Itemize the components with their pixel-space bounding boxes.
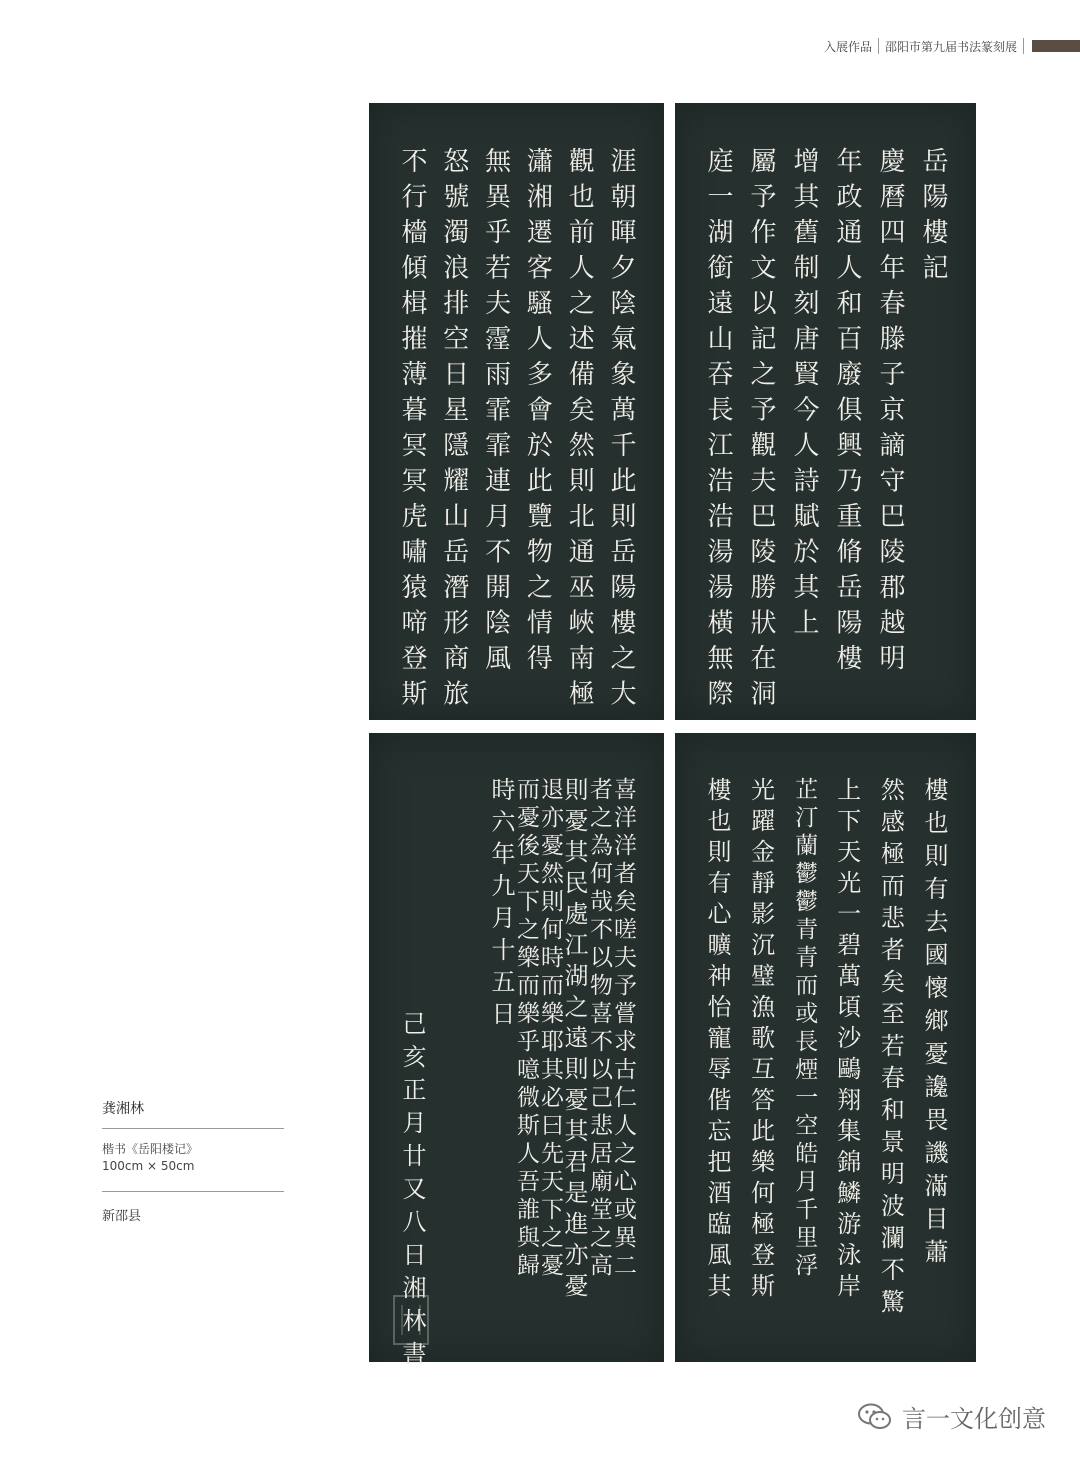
calligraphy-panel-3 xyxy=(675,733,976,1362)
panel-columns xyxy=(675,733,976,1362)
calligraphy-column: 樓也則有去國懷鄉憂讒畏譏滿目蕭 xyxy=(919,777,948,1272)
work-size: 100cm × 50cm xyxy=(102,1159,195,1173)
calligraphy-column: 不行檣傾楫摧薄暮冥冥虎嘯猿啼登斯 xyxy=(397,147,427,715)
calligraphy-panel-1 xyxy=(675,103,976,720)
calligraphy-column: 庭一湖銜遠山吞長江浩浩湯湯橫無際 xyxy=(703,147,733,715)
calligraphy-column: 芷汀蘭鬱鬱青青而或長煙一空皓月千里浮 xyxy=(791,777,818,1281)
artist-seal xyxy=(393,1295,429,1345)
calligraphy-column: 年政通人和百廢俱興乃重脩岳陽樓 xyxy=(832,147,862,680)
watermark-text: 言一文化创意 xyxy=(902,1405,1046,1433)
calligraphy-column: 時六年九月十五日 xyxy=(487,777,515,1033)
artist-name: 龚湘林 xyxy=(102,1101,144,1117)
calligraphy-column: 增其舊制刻唐賢今人詩賦於其上 xyxy=(789,147,819,644)
panel-columns xyxy=(675,103,976,720)
info-divider xyxy=(102,1191,284,1192)
page-header xyxy=(818,36,1080,56)
calligraphy-column: 慶曆四年春滕子京謫守巴陵郡越明 xyxy=(875,147,905,680)
calligraphy-panel-4 xyxy=(369,733,664,1374)
exhibition-title: 邵阳市第九届书法篆刻展 xyxy=(884,39,1017,54)
calligraphy-column: 涯朝暉夕陰氣象萬千此則岳陽樓之大 xyxy=(605,147,636,715)
calligraphy-column: 怒號濁浪排空日星隱耀山岳潛形商旅 xyxy=(438,147,469,715)
calligraphy-column: 瀟湘遷客騷人多會於此覽物之情得 xyxy=(522,147,553,680)
calligraphy-column: 岳陽樓記 xyxy=(918,147,948,289)
wechat-icon xyxy=(858,1403,892,1431)
calligraphy-column: 而憂後天下之樂而樂乎噫微斯人吾誰與歸 xyxy=(513,777,539,1281)
calligraphy-column: 樓也則有心曠神怡寵辱偕忘把酒臨風其 xyxy=(703,777,731,1304)
calligraphy-column: 無異乎若夫霪雨霏霏連月不開陰風 xyxy=(480,147,511,680)
calligraphy-column: 屬予作文以記之予觀夫巴陵勝狀在洞 xyxy=(746,147,776,715)
calligraphy-column: 則憂其民處江湖之遠則憂其君是進亦憂 xyxy=(560,777,588,1304)
watermark xyxy=(858,1399,1046,1434)
header-divider xyxy=(1023,38,1024,54)
calligraphy-column: 觀也前人之述備矣然則北通巫峽南極 xyxy=(564,147,595,715)
artist-info xyxy=(102,1098,284,1224)
calligraphy-column: 喜洋洋者矣嗟夫予嘗求古仁人之心或異二 xyxy=(610,777,636,1281)
calligraphy-panel-2 xyxy=(369,103,664,720)
header-accent-bar xyxy=(1032,40,1080,52)
info-divider xyxy=(102,1128,284,1129)
panel-columns xyxy=(369,103,664,720)
work-title: 楷书《岳阳楼记》 xyxy=(102,1142,199,1156)
calligraphy-column: 然感極而悲者矣至若春和景明波瀾不驚 xyxy=(876,777,905,1321)
artist-location: 新邵县 xyxy=(102,1209,142,1224)
calligraphy-column: 者之為何哉不以物喜不以己悲居廟堂之高 xyxy=(586,777,612,1281)
section-label: 入展作品 xyxy=(823,39,872,54)
signature-inscription: 己亥正月廿又八日湘林書 xyxy=(398,1011,426,1374)
calligraphy-column: 光躍金靜影沉璧漁歌互答此樂何極登斯 xyxy=(746,777,775,1304)
calligraphy-column: 上下天光一碧萬頃沙鷗翔集錦鱗游泳岸 xyxy=(832,777,861,1304)
calligraphy-column: 退亦憂然則何時而樂耶其必曰先天下之憂 xyxy=(537,777,563,1281)
